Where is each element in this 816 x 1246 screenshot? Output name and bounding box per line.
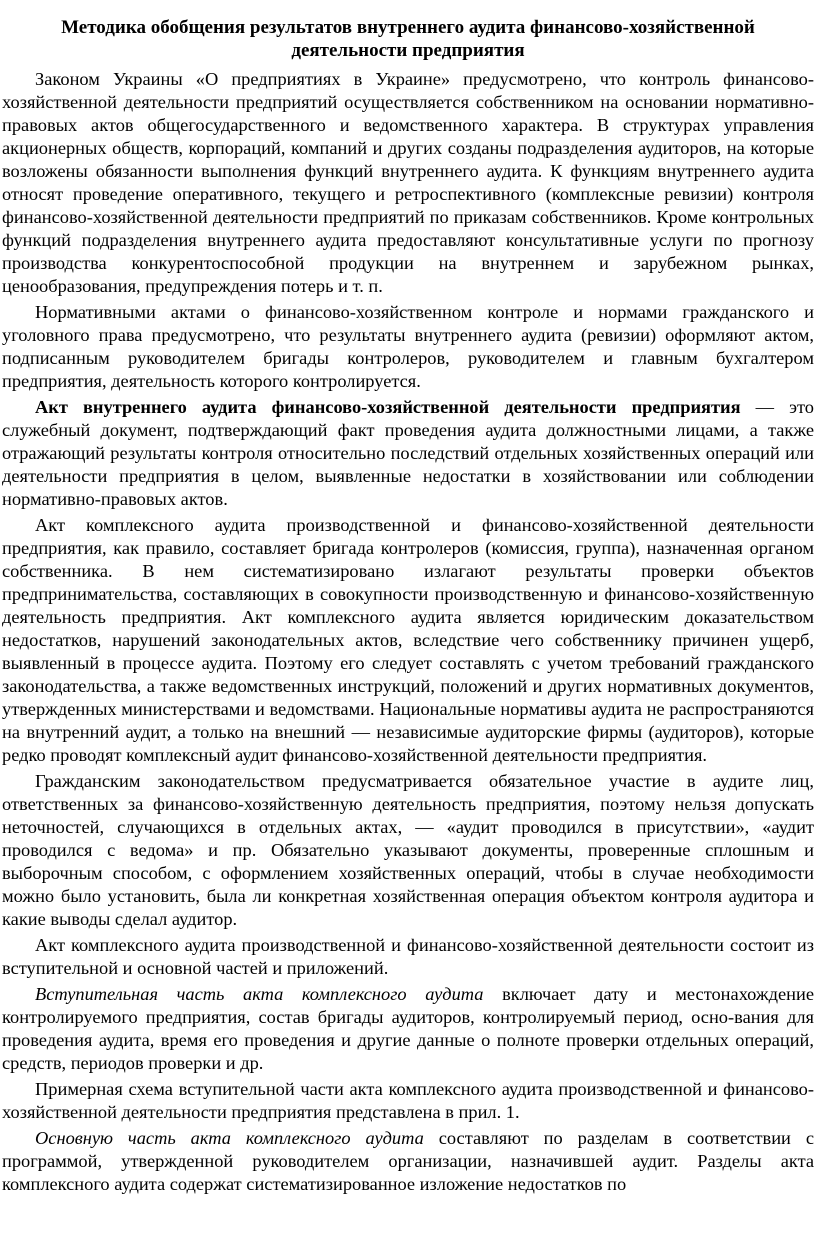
- paragraph: [2, 396, 814, 511]
- paragraph: Законом Украины «О предприятиях в Украине» предусмотрено, что контроль финансово-хозяйственной деятельности предприятий осуществляется собственником на основании нормативно-правовых актов общегосударственного и ведомственного характера. В структурах управления акционерных обществ, корпораций, компаний и других созданы подразделения аудиторов, на которые возложены обязанности выполнения функций внутреннего аудита. К функциям внутреннего аудита относят проведение оперативного, текущего и ретроспективного (комплексные ревизии) контроля финансово-хозяйственной деятельности предприятий по приказам собственников. Кроме контрольных функций подразделения внутреннего аудита предоставляют консультативные услуги по прогнозу производства конкурентоспособной продукции на внутреннем и зарубежном рынках, ценообразования, предупреждения потерь и т. п.: [2, 69, 814, 296]
- paragraph: Нормативными актами о финансово-хозяйственном контроле и нормами гражданского и уголовного права предусмотрено, что результаты внутреннего аудита (ревизии) оформляют актом, подписанным руководителем бригады контролеров, руководителем и главным бухгалтером предприятия, деятельность которого контролируется.: [2, 302, 814, 391]
- paragraph: Акт комплексного аудита производственной и финансово-хозяйственной деятельности состоит из вступительной и основной частей и приложений.: [2, 935, 814, 978]
- paragraph-text: составляют по разделам в соответствии с программой, утвержденной руководителем организации, назначившей аудит. Разделы акта комплексного аудита содержат систематизированное изложение недостатков по: [2, 1128, 815, 1194]
- paragraph: [2, 983, 814, 1075]
- paragraph: Акт комплексного аудита производственной и финансово-хозяйственной деятельности предприятия, как правило, составляет бригада контролеров (комиссия, группа), назначенная органом собственника. В нем систематизировано излагают результаты проверки объектов предпринимательства, составляющих в совокупности производственную и финансово-хозяйственную деятельность предприятия. Акт комплексного аудита является юридическим доказательством недостатков, нарушений законодательных актов, вследствие чего собственнику причинен ущерб, выявленный в процессе аудита. Поэтому его следует составлять с учетом требований гражданского законодательства, а также ведомственных инструкций, положений и других нормативных документов, утвержденных министерствами и ведомствами. Национальные нормативы аудита не распространяются на внутренний аудит, а только на внешний — независимые аудиторские фирмы (аудиторов), которые редко проводят комплексный аудит финансово-хозяйственной деятельности предприятия.: [2, 515, 814, 765]
- italic-term: Основную часть акта комплексного аудита: [35, 1128, 424, 1148]
- paragraph: Примерная схема вступительной части акта комплексного аудита производственной и финансово-хозяйственной деятельности предприятия представлена в прил. 1.: [2, 1079, 814, 1122]
- paragraph-text: — это служебный документ, подтверждающий факт проведения аудита должностными лицами, а также отражающий результаты контроля относительно последствий отдельных хозяйственных операций или деятельности предприятия в целом, выявленные недостатки в хозяйствовании или соблюдении нормативно-правовых актов.: [2, 397, 814, 509]
- italic-term: Вступительная часть акта комплексного аудита: [35, 984, 484, 1004]
- paragraph-text: включает дату и местонахождение контролируемого предприятия, состав бригады аудиторов, контролируемый период, осно-вания для проведения аудита, время его проведения и другие данные о полноте проверки отдельных операций, средств, периодов проверки и др.: [2, 984, 814, 1073]
- paragraph: [2, 1127, 814, 1196]
- document-title: Методика обобщения результатов внутреннего аудита финансово-хозяйственной деятельности предприятия: [61, 17, 755, 61]
- paragraph: Гражданским законодательством предусматривается обязательное участие в аудите лиц, ответственных за финансово-хозяйственную деятельность предприятия, поэтому нельзя допускать неточностей, случающихся в отдельных актах, — «аудит проводился в присутствии», «аудит проводился с ведома» и пр. Обязательно указывают документы, проверенные сплошным и выборочным способом, с оформлением хозяйственных операций, чтобы в случае необходимости можно было установить, была ли конкретная хозяйственная операция объектом контроля аудитора и какие выводы сделал аудитор.: [2, 771, 814, 929]
- bold-term: Акт внутреннего аудита финансово-хозяйственной деятельности предприятия: [35, 397, 741, 417]
